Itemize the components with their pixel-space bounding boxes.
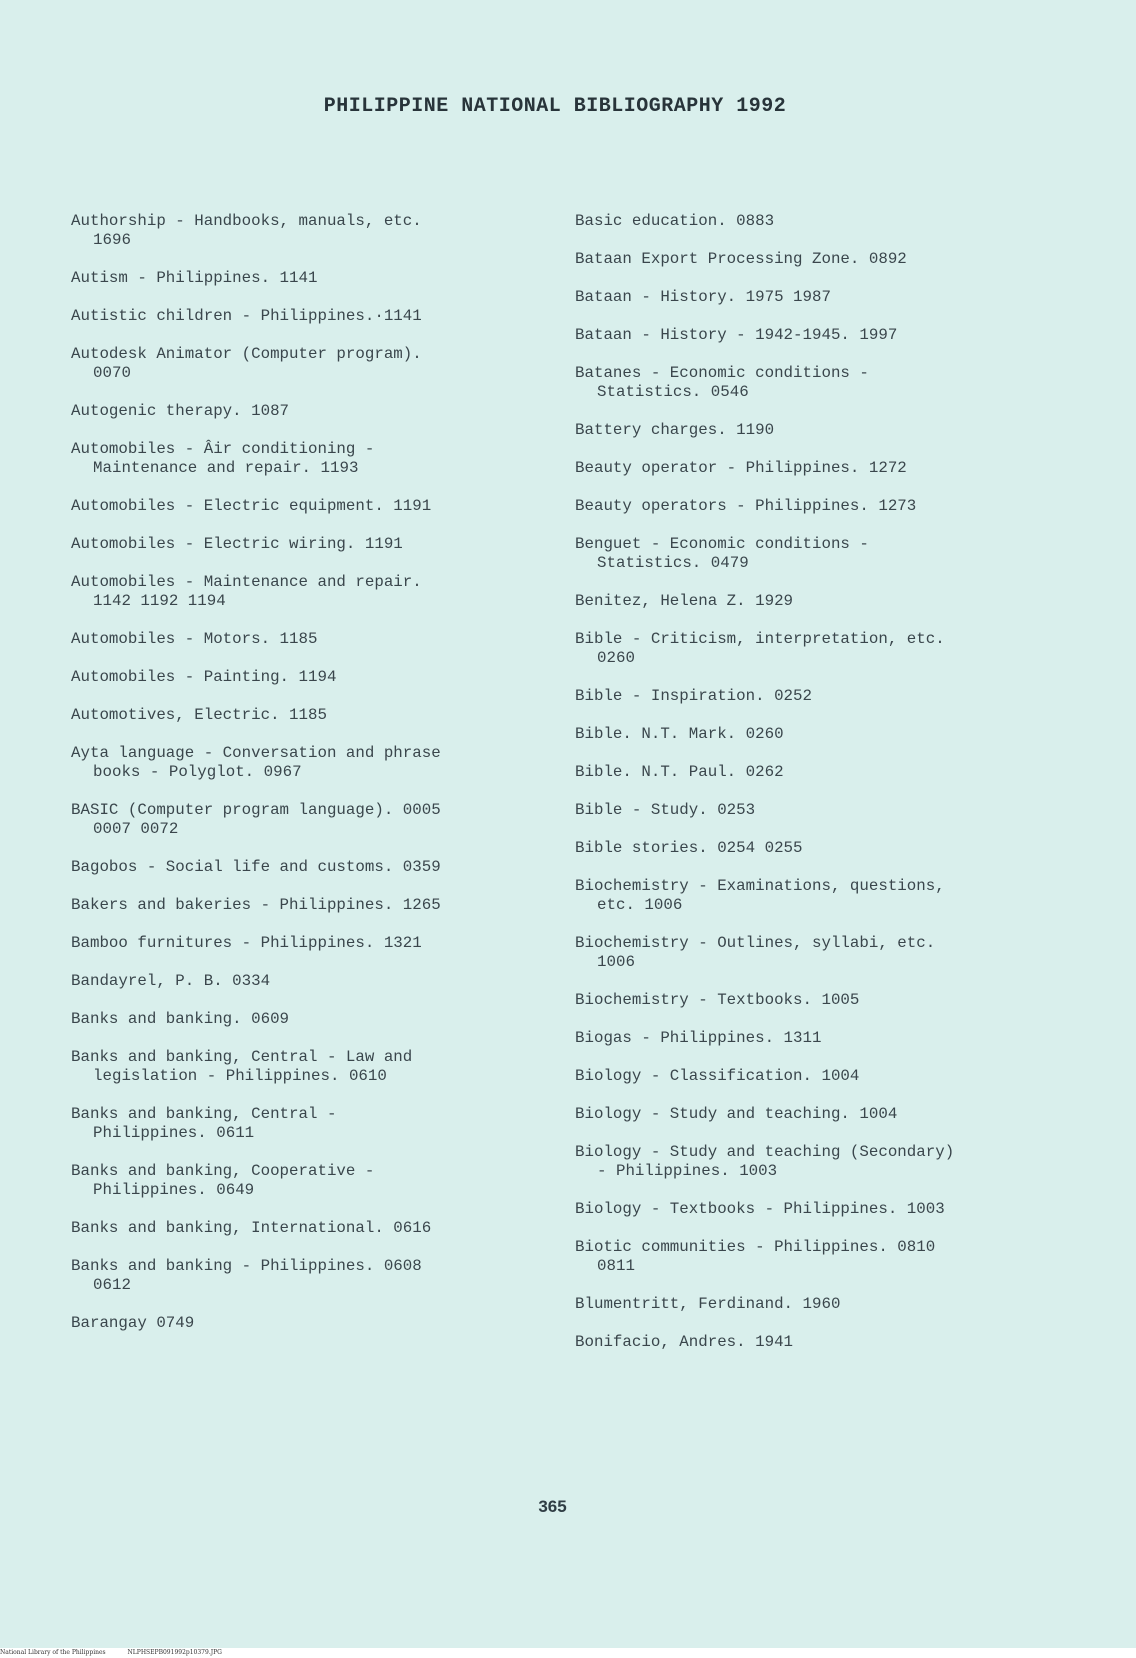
index-entry-heading: Banks and banking, Central - Law and <box>71 1048 413 1066</box>
index-entry <box>575 459 1045 478</box>
index-entry <box>575 763 1045 782</box>
index-entry <box>575 592 1045 611</box>
index-entry <box>71 706 541 725</box>
index-entry-heading: Banks and banking, Cooperative - <box>71 1162 375 1180</box>
index-entry <box>71 1257 541 1295</box>
index-entry <box>71 497 541 516</box>
index-entry <box>575 212 1045 231</box>
index-entry-continuation: 1696 <box>93 231 131 249</box>
index-entry-continuation: books - Polyglot. 0967 <box>93 763 302 781</box>
index-entry <box>71 1105 541 1143</box>
index-entry <box>71 345 541 383</box>
index-entry-continuation: 0007 0072 <box>93 820 179 838</box>
index-entry-heading: Autism - Philippines. 1141 <box>71 269 318 287</box>
index-entry-heading: Automotives, Electric. 1185 <box>71 706 327 724</box>
index-entry <box>71 1162 541 1200</box>
index-entry-heading: Bataan - History. 1975 1987 <box>575 288 831 306</box>
index-entry <box>71 573 541 611</box>
index-entry-heading: Bible. N.T. Mark. 0260 <box>575 725 784 743</box>
index-entry <box>71 440 541 478</box>
index-entry-heading: Banks and banking, International. 0616 <box>71 1219 432 1237</box>
index-entry-heading: Bagobos - Social life and customs. 0359 <box>71 858 441 876</box>
index-entry <box>575 839 1045 858</box>
index-entry-continuation: 0612 <box>93 1276 131 1294</box>
index-entry-heading: Beauty operator - Philippines. 1272 <box>575 459 907 477</box>
index-entry-heading: BASIC (Computer program language). 0005 <box>71 801 441 819</box>
index-entry <box>71 801 541 839</box>
footer-source: National Library of the Philippines <box>0 1649 106 1656</box>
index-entry-continuation: - Philippines. 1003 <box>597 1162 778 1180</box>
index-entry-heading: Automobiles - Maintenance and repair. <box>71 573 422 591</box>
index-entry-heading: Biology - Study and teaching. 1004 <box>575 1105 898 1123</box>
index-entry-heading: Biology - Textbooks - Philippines. 1003 <box>575 1200 945 1218</box>
index-entry <box>71 535 541 554</box>
index-entry-continuation: 0070 <box>93 364 131 382</box>
index-entry-heading: Benitez, Helena Z. 1929 <box>575 592 794 610</box>
index-entry <box>71 1048 541 1086</box>
index-entry <box>575 497 1045 516</box>
index-entry <box>71 269 541 288</box>
index-entry <box>575 1333 1045 1352</box>
index-entry-heading: Autistic children - Philippines.·1141 <box>71 307 422 325</box>
index-entry-heading: Biochemistry - Examinations, questions, <box>575 877 945 895</box>
index-entry-heading: Bible - Criticism, interpretation, etc. <box>575 630 945 648</box>
index-entry <box>71 1314 541 1333</box>
index-entry-heading: Bible stories. 0254 0255 <box>575 839 803 857</box>
index-entry <box>575 991 1045 1010</box>
index-entry-continuation: legislation - Philippines. 0610 <box>93 1067 387 1085</box>
index-entry <box>575 877 1045 915</box>
index-entry-heading: Banks and banking. 0609 <box>71 1010 290 1028</box>
index-entry-continuation: etc. 1006 <box>597 896 683 914</box>
index-column-right <box>575 212 1045 1371</box>
index-entry-continuation: 0260 <box>597 649 635 667</box>
index-entry-heading: Benguet - Economic conditions - <box>575 535 869 553</box>
index-entry-heading: Biotic communities - Philippines. 0810 <box>575 1238 936 1256</box>
index-entry-continuation: Philippines. 0611 <box>93 1124 255 1142</box>
index-entry-heading: Bonifacio, Andres. 1941 <box>575 1333 794 1351</box>
scan-footer <box>0 1648 1136 1658</box>
index-entry-heading: Biochemistry - Textbooks. 1005 <box>575 991 860 1009</box>
index-entry <box>575 421 1045 440</box>
index-entry-heading: Automobiles - Electric wiring. 1191 <box>71 535 403 553</box>
index-entry-heading: Batanes - Economic conditions - <box>575 364 869 382</box>
index-entry-heading: Automobiles - Âir conditioning - <box>71 440 375 458</box>
index-entry-heading: Bataan Export Processing Zone. 0892 <box>575 250 907 268</box>
index-entry-continuation: Statistics. 0546 <box>597 383 749 401</box>
index-entry-heading: Autogenic therapy. 1087 <box>71 402 290 420</box>
index-entry-heading: Basic education. 0883 <box>575 212 775 230</box>
index-entry-heading: Battery charges. 1190 <box>575 421 775 439</box>
footer-file: NLPHSEPB091992p10379.JPG <box>127 1649 222 1656</box>
index-entry <box>575 630 1045 668</box>
index-entry <box>71 972 541 991</box>
index-entry <box>575 1295 1045 1314</box>
index-entry <box>71 896 541 915</box>
index-entry <box>575 288 1045 307</box>
index-entry <box>575 1029 1045 1048</box>
index-entry-heading: Bandayrel, P. B. 0334 <box>71 972 271 990</box>
index-entry-heading: Automobiles - Electric equipment. 1191 <box>71 497 432 515</box>
index-entry-heading: Biogas - Philippines. 1311 <box>575 1029 822 1047</box>
index-entry-heading: Barangay 0749 <box>71 1314 195 1332</box>
index-entry <box>575 250 1045 269</box>
page-number: 365 <box>538 1497 567 1516</box>
index-entry <box>575 1067 1045 1086</box>
index-entry <box>575 801 1045 820</box>
index-entry <box>575 934 1045 972</box>
index-entry-heading: Automobiles - Painting. 1194 <box>71 668 337 686</box>
index-entry-heading: Automobiles - Motors. 1185 <box>71 630 318 648</box>
index-entry-heading: Ayta language - Conversation and phrase <box>71 744 441 762</box>
index-entry-heading: Bible. N.T. Paul. 0262 <box>575 763 784 781</box>
index-entry <box>575 1105 1045 1124</box>
index-entry <box>71 1219 541 1238</box>
index-entry-heading: Bible - Study. 0253 <box>575 801 756 819</box>
index-entry-heading: Bakers and bakeries - Philippines. 1265 <box>71 896 441 914</box>
index-entry-heading: Banks and banking - Philippines. 0608 <box>71 1257 422 1275</box>
index-entry-heading: Autodesk Animator (Computer program). <box>71 345 422 363</box>
index-entry-heading: Bataan - History - 1942-1945. 1997 <box>575 326 898 344</box>
page-title: PHILIPPINE NATIONAL BIBLIOGRAPHY 1992 <box>323 95 787 118</box>
index-entry-continuation: Philippines. 0649 <box>93 1181 255 1199</box>
index-entry-heading: Banks and banking, Central - <box>71 1105 337 1123</box>
index-entry <box>575 535 1045 573</box>
index-entry-continuation: 1142 1192 1194 <box>93 592 226 610</box>
index-entry <box>71 1010 541 1029</box>
index-entry-continuation: Statistics. 0479 <box>597 554 749 572</box>
index-entry-heading: Bamboo furnitures - Philippines. 1321 <box>71 934 422 952</box>
index-entry <box>575 326 1045 345</box>
index-entry <box>71 668 541 687</box>
index-entry-heading: Beauty operators - Philippines. 1273 <box>575 497 917 515</box>
index-entry-continuation: Maintenance and repair. 1193 <box>93 459 359 477</box>
index-entry <box>71 744 541 782</box>
index-entry-heading: Biochemistry - Outlines, syllabi, etc. <box>575 934 936 952</box>
index-entry <box>575 1200 1045 1219</box>
index-entry <box>575 364 1045 402</box>
index-entry <box>71 402 541 421</box>
index-column-left <box>71 212 541 1352</box>
index-entry <box>575 1238 1045 1276</box>
index-entry-continuation: 0811 <box>597 1257 635 1275</box>
index-entry <box>71 212 541 250</box>
index-entry <box>575 1143 1045 1181</box>
index-entry-continuation: 1006 <box>597 953 635 971</box>
index-entry-heading: Blumentritt, Ferdinand. 1960 <box>575 1295 841 1313</box>
index-entry <box>71 934 541 953</box>
index-entry-heading: Biology - Study and teaching (Secondary) <box>575 1143 955 1161</box>
index-entry-heading: Bible - Inspiration. 0252 <box>575 687 812 705</box>
index-entry <box>575 725 1045 744</box>
index-entry <box>575 687 1045 706</box>
index-entry-heading: Authorship - Handbooks, manuals, etc. <box>71 212 422 230</box>
index-entry <box>71 858 541 877</box>
index-entry-heading: Biology - Classification. 1004 <box>575 1067 860 1085</box>
index-entry <box>71 307 541 326</box>
index-entry <box>71 630 541 649</box>
